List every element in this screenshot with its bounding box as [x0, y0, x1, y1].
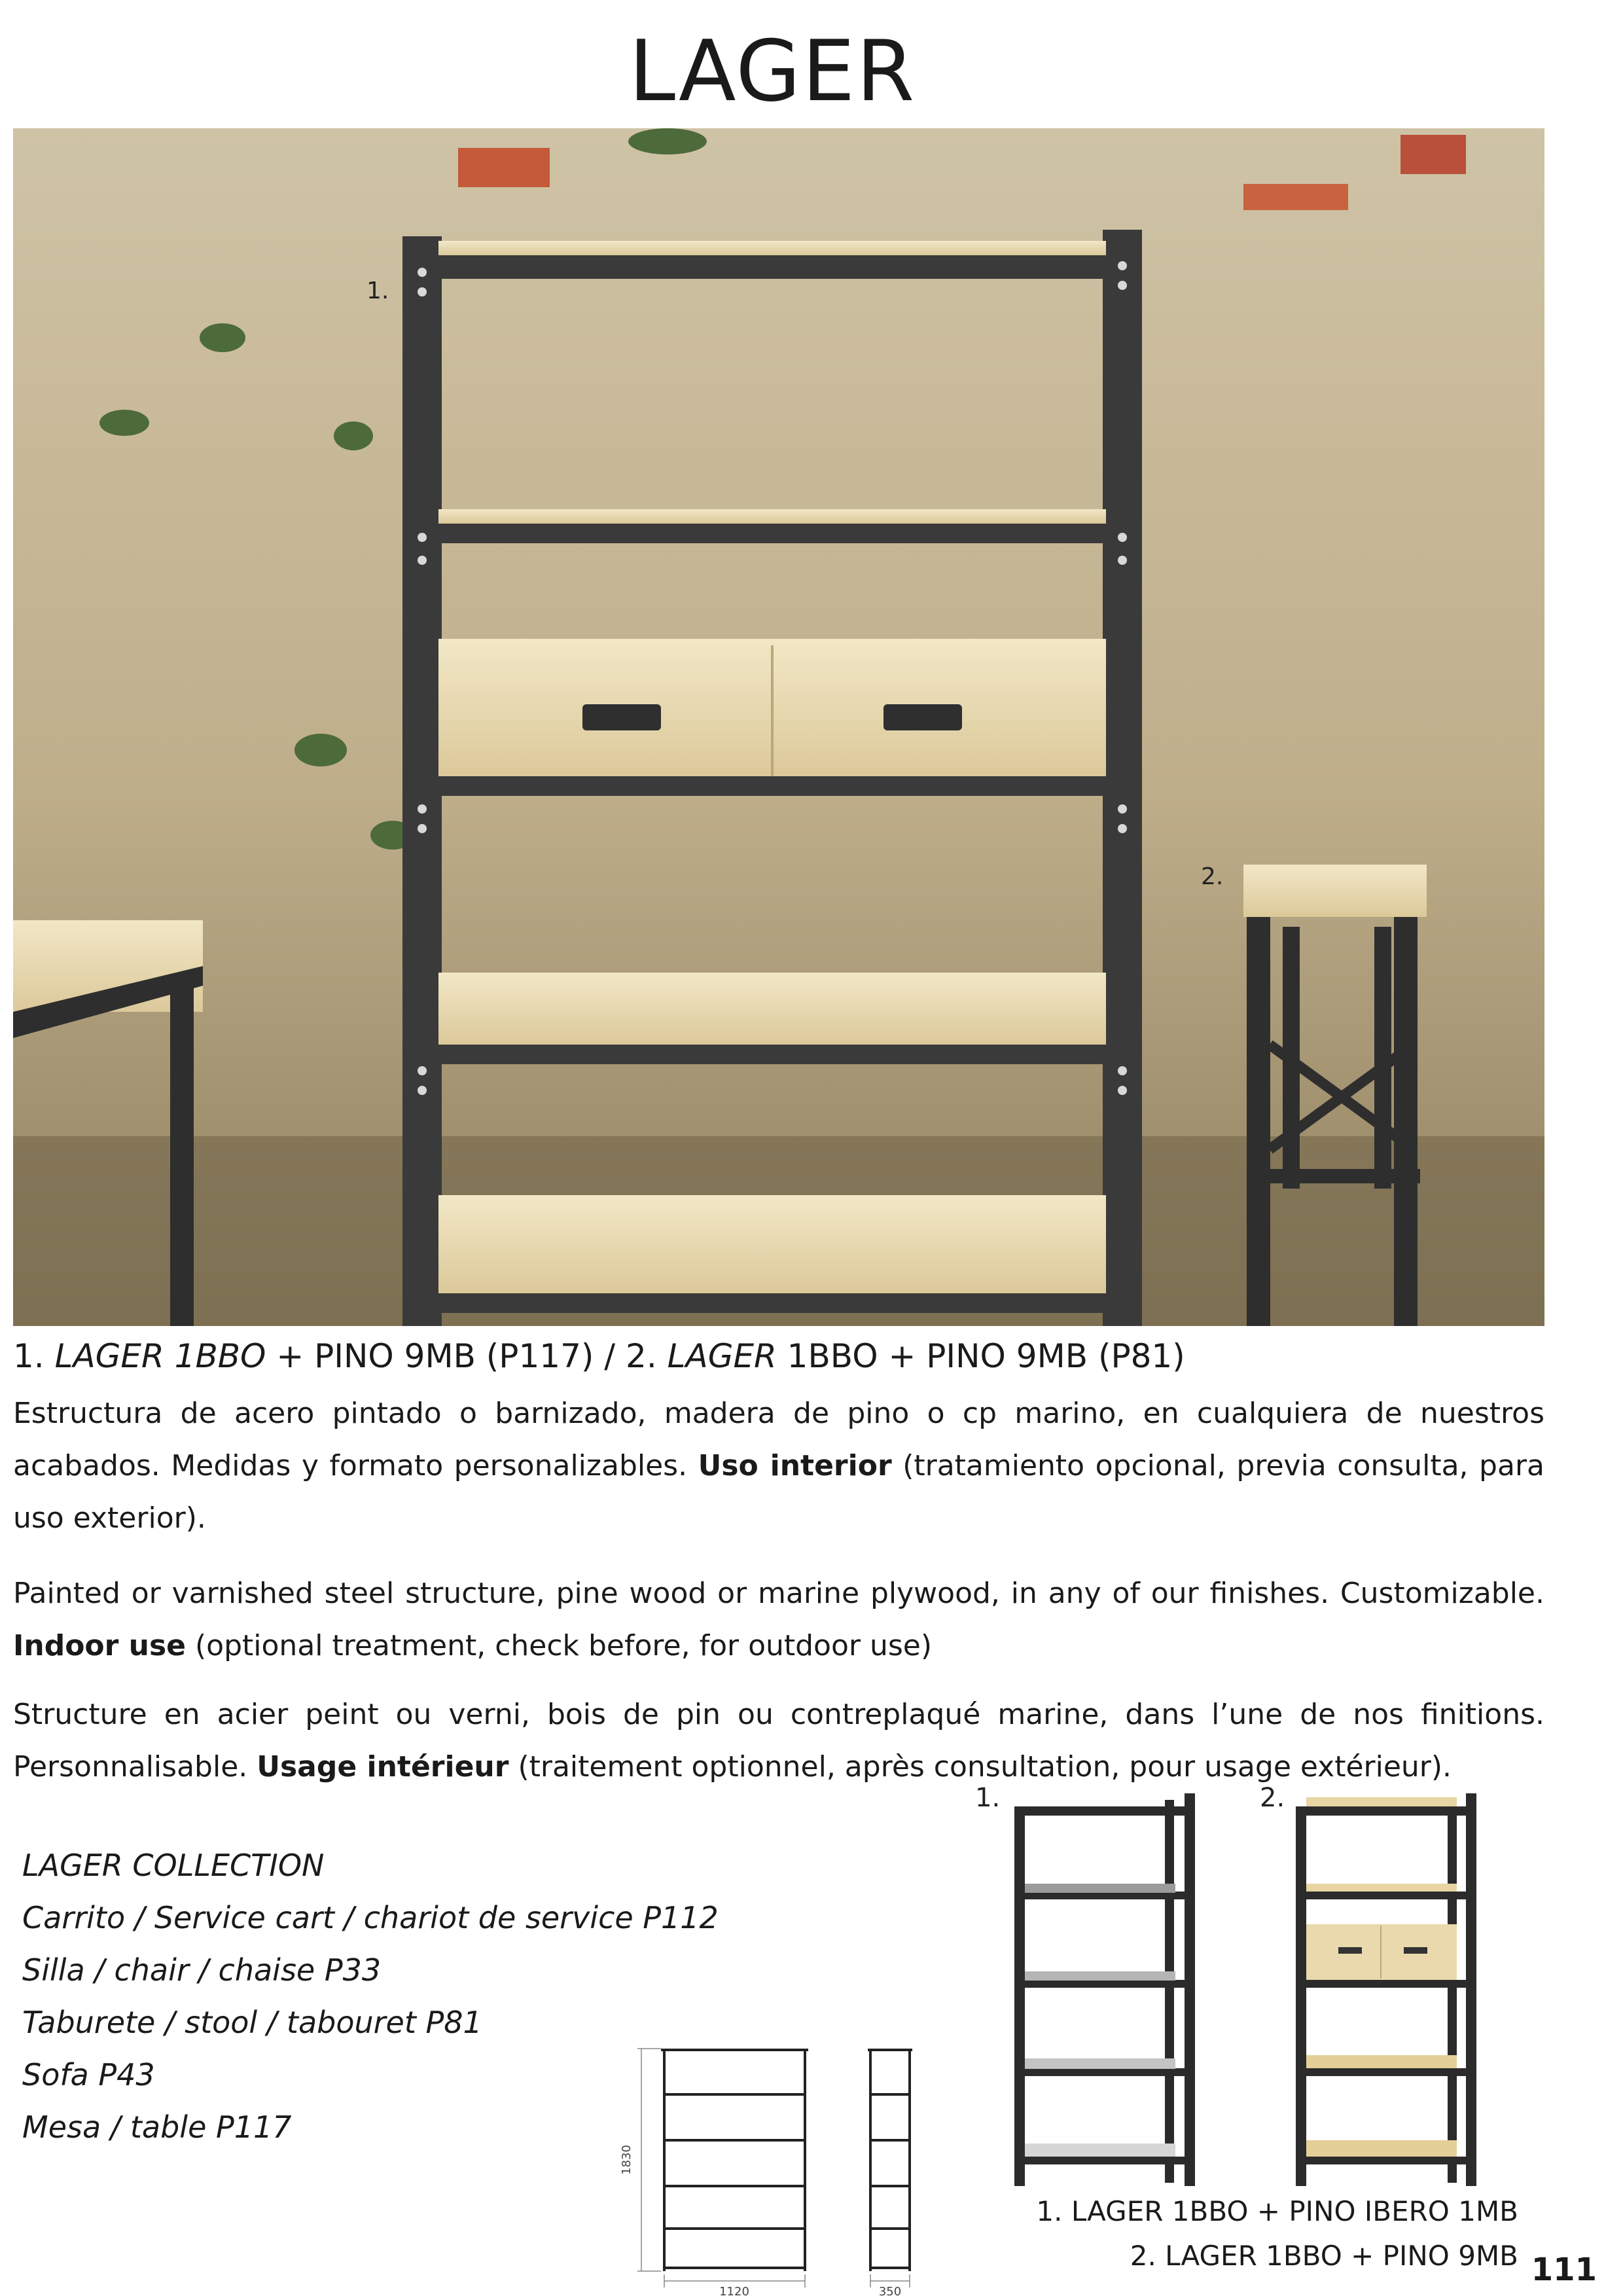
caption-model-2: LAGER — [667, 1337, 777, 1375]
collection-item: Carrito / Service cart / chariot de service P112 — [22, 1900, 719, 1935]
technical-drawing — [609, 2029, 975, 2296]
english-bold: Indoor use — [13, 1629, 187, 1662]
hero-label-1: 1. — [366, 278, 389, 304]
caption-rest-2: 1BBO + PINO 9MB (P81) — [776, 1337, 1185, 1375]
depth-dimension: 350 — [878, 2285, 902, 2296]
caption-model-1: LAGER 1BBO — [54, 1337, 266, 1375]
description-spanish — [13, 1388, 1544, 1545]
french-tail: (traitement optionnel, après consultation, pour usage extérieur). — [508, 1750, 1452, 1784]
collection-item: Sofa P43 — [22, 2057, 155, 2092]
description-english — [13, 1568, 1544, 1672]
collection-item: Silla / chair / chaise P33 — [22, 1952, 382, 1988]
spanish-tail: (tratamiento opcional, previa consulta, para uso exterior). — [13, 1449, 1544, 1535]
english-tail: (optional treatment, check before, for outdoor use) — [186, 1629, 933, 1662]
hero-photo — [13, 128, 1544, 1326]
product-caption — [13, 1335, 1544, 1378]
description-french — [13, 1689, 1544, 1793]
caption-rest-1: + PINO 9MB (P117) / 2. — [266, 1337, 668, 1375]
product-1-shelf — [1014, 1793, 1195, 2186]
product-2-shelf — [1296, 1793, 1476, 2186]
spanish-bold: Uso interior — [698, 1449, 892, 1482]
legend-item-1: 1. LAGER 1BBO + PINO IBERO 1MB — [1036, 2195, 1518, 2227]
product-label-1: 1. — [975, 1783, 1001, 1813]
legend-item-2: 2. LAGER 1BBO + PINO 9MB — [1130, 2240, 1518, 2272]
collection-item: Taburete / stool / tabouret P81 — [22, 2005, 482, 2040]
page-number: 111 — [1531, 2251, 1597, 2288]
collection-heading: LAGER COLLECTION — [22, 1848, 325, 1883]
french-bold: Usage intérieur — [257, 1750, 509, 1784]
hero-label-2: 2. — [1201, 863, 1224, 890]
width-dimension: 1120 — [719, 2285, 749, 2296]
caption-n1: 1. — [13, 1337, 55, 1375]
collection-item: Mesa / table P117 — [22, 2109, 292, 2145]
english-text: Painted or varnished steel structure, pine wood or marine plywood, in any of our finishes. Customizable. — [13, 1577, 1544, 1610]
product-label-2: 2. — [1260, 1783, 1285, 1813]
height-dimension: 1830 — [620, 2145, 633, 2175]
product-thumbnails — [975, 1780, 1518, 2193]
french-text: Structure en acier peint ou verni, bois de pin ou contreplaqué marine, dans l’une de nos finitions. Personnalisable. — [13, 1698, 1544, 1784]
spanish-text: Estructura de acero pintado o barnizado, madera de pino o cp marino, en cualquiera de nuestros acabados. Medidas y formato personalizables. — [13, 1397, 1544, 1482]
product-legend — [1036, 2189, 1518, 2278]
page-title: LAGER — [628, 23, 916, 120]
